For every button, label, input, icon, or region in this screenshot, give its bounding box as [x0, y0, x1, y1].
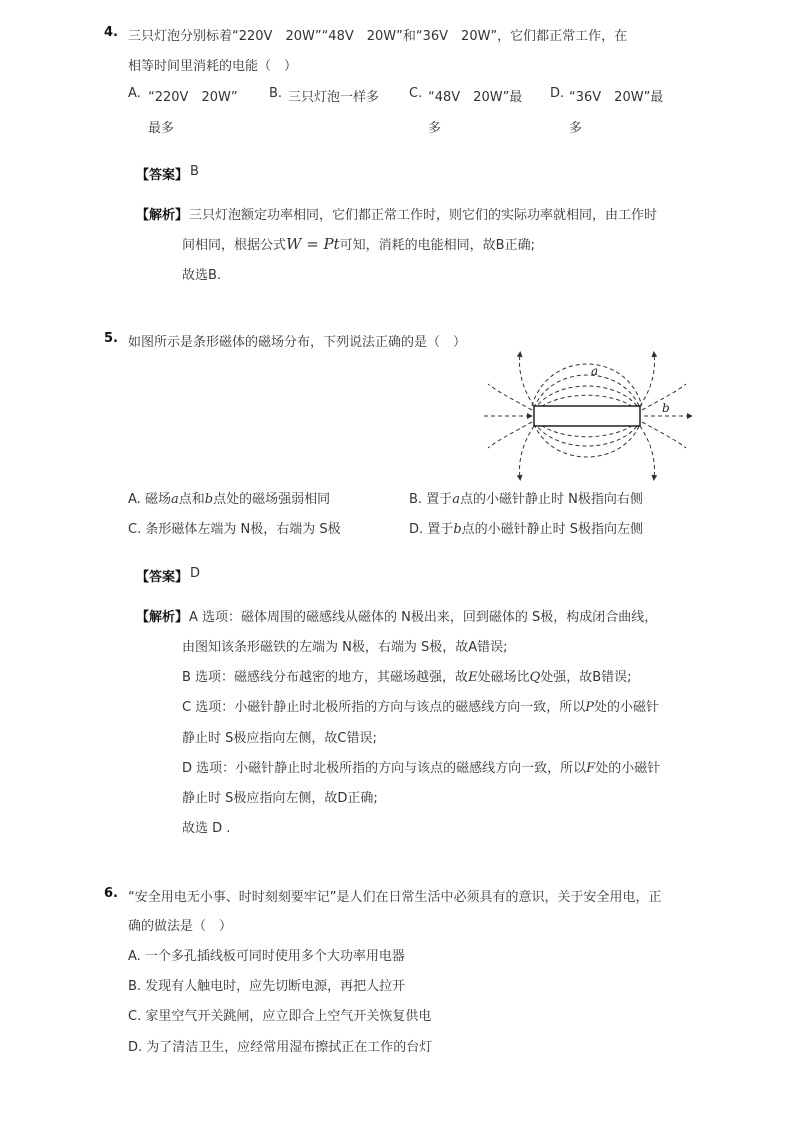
question-stem: 确的做法是（ ） [128, 919, 233, 934]
question-stem: “安全用电无小事、时时刻刻要牢记”是人们在日常生活中必须具有的意识，关于安全用电，正 [128, 890, 662, 905]
option-C: C. 家里空气开关跳闸，应立即合上空气开关恢复供电 [128, 1009, 432, 1024]
question-stem: 三只灯泡分别标着“220V 20W”“48V 20W”和“36V 20W”，它们都正常工作，在 [128, 29, 628, 44]
option-text: 三只灯泡一样多 [288, 90, 380, 105]
option-text: 最多 [148, 121, 175, 136]
question-number: 6. [104, 886, 118, 901]
option-text: 多 [569, 121, 583, 136]
analysis-tag: 【解析】 [136, 208, 189, 223]
analysis-text: 间相同，根据公式W = Pt可知，消耗的电能相同，故B正确; [182, 235, 535, 253]
analysis-text: D 选项：小磁针静止时北极所指的方向与该点的磁感线方向一致，所以F处的小磁针 [182, 761, 661, 776]
analysis-text: 静止时 S极应指向左侧，故D正确; [182, 791, 378, 806]
option-B: B. 置于a点的小磁针静止时 N极指向右侧 [409, 492, 643, 507]
option-label: D. [550, 86, 565, 101]
option-text: “36V 20W”最 [569, 90, 664, 105]
option-C: C. 条形磁体左端为 N极，右端为 S极 [128, 522, 341, 537]
question-stem: 相等时间里消耗的电能（ ） [128, 59, 298, 74]
option-text: “220V 20W” [148, 90, 238, 105]
point-b-label: b [662, 401, 670, 415]
analysis-text: 三只灯泡额定功率相同，它们都正常工作时，则它们的实际功率就相同，由工作时 [189, 208, 658, 223]
analysis-text: C 选项：小磁针静止时北极所指的方向与该点的磁感线方向一致，所以P处的小磁针 [182, 700, 659, 715]
bar-magnet [534, 406, 640, 426]
option-A: A. 磁场a点和b点处的磁场强弱相同 [128, 492, 331, 507]
answer-tag: 【答案】 [136, 168, 189, 183]
analysis-text: B 选项：磁感线分布越密的地方，其磁场越强，故E处磁场比Q处强，故B错误; [182, 670, 632, 685]
option-D: D. 为了清洁卫生，应经常用湿布擦拭正在工作的台灯 [128, 1040, 433, 1055]
answer-value: B [190, 164, 199, 179]
analysis-tag: 【解析】 [136, 610, 189, 625]
analysis-text: 由图知该条形磁铁的左端为 N极，右端为 S极，故A错误; [182, 640, 508, 655]
answer-tag: 【答案】 [136, 570, 189, 585]
option-label: B. [269, 86, 283, 101]
option-text: “48V 20W”最 [428, 90, 523, 105]
option-label: C. [409, 86, 423, 101]
analysis-text: 故选 D . [182, 821, 231, 836]
question-number: 4. [104, 25, 118, 40]
point-a-label: a [591, 364, 599, 378]
analysis-text: 静止时 S极应指向左侧，故C错误; [182, 731, 377, 746]
analysis-text: A 选项：磁体周围的磁感线从磁体的 N极出来，回到磁体的 S极，构成闭合曲线， [189, 610, 658, 625]
option-B: B. 发现有人触电时，应先切断电源，再把人拉开 [128, 979, 406, 994]
magnet-field-diagram [482, 348, 692, 484]
answer-value: D [190, 566, 201, 581]
option-D: D. 置于b点的小磁针静止时 S极指向左侧 [409, 522, 644, 537]
question-number: 5. [104, 331, 118, 346]
option-A: A. 一个多孔插线板可同时使用多个大功率用电器 [128, 949, 405, 964]
question-stem: 如图所示是条形磁体的磁场分布，下列说法正确的是（ ） [128, 335, 467, 350]
analysis-text: 故选B. [182, 268, 222, 283]
option-text: 多 [428, 121, 442, 136]
option-label: A. [128, 86, 141, 101]
formula: W = Pt [286, 235, 340, 253]
